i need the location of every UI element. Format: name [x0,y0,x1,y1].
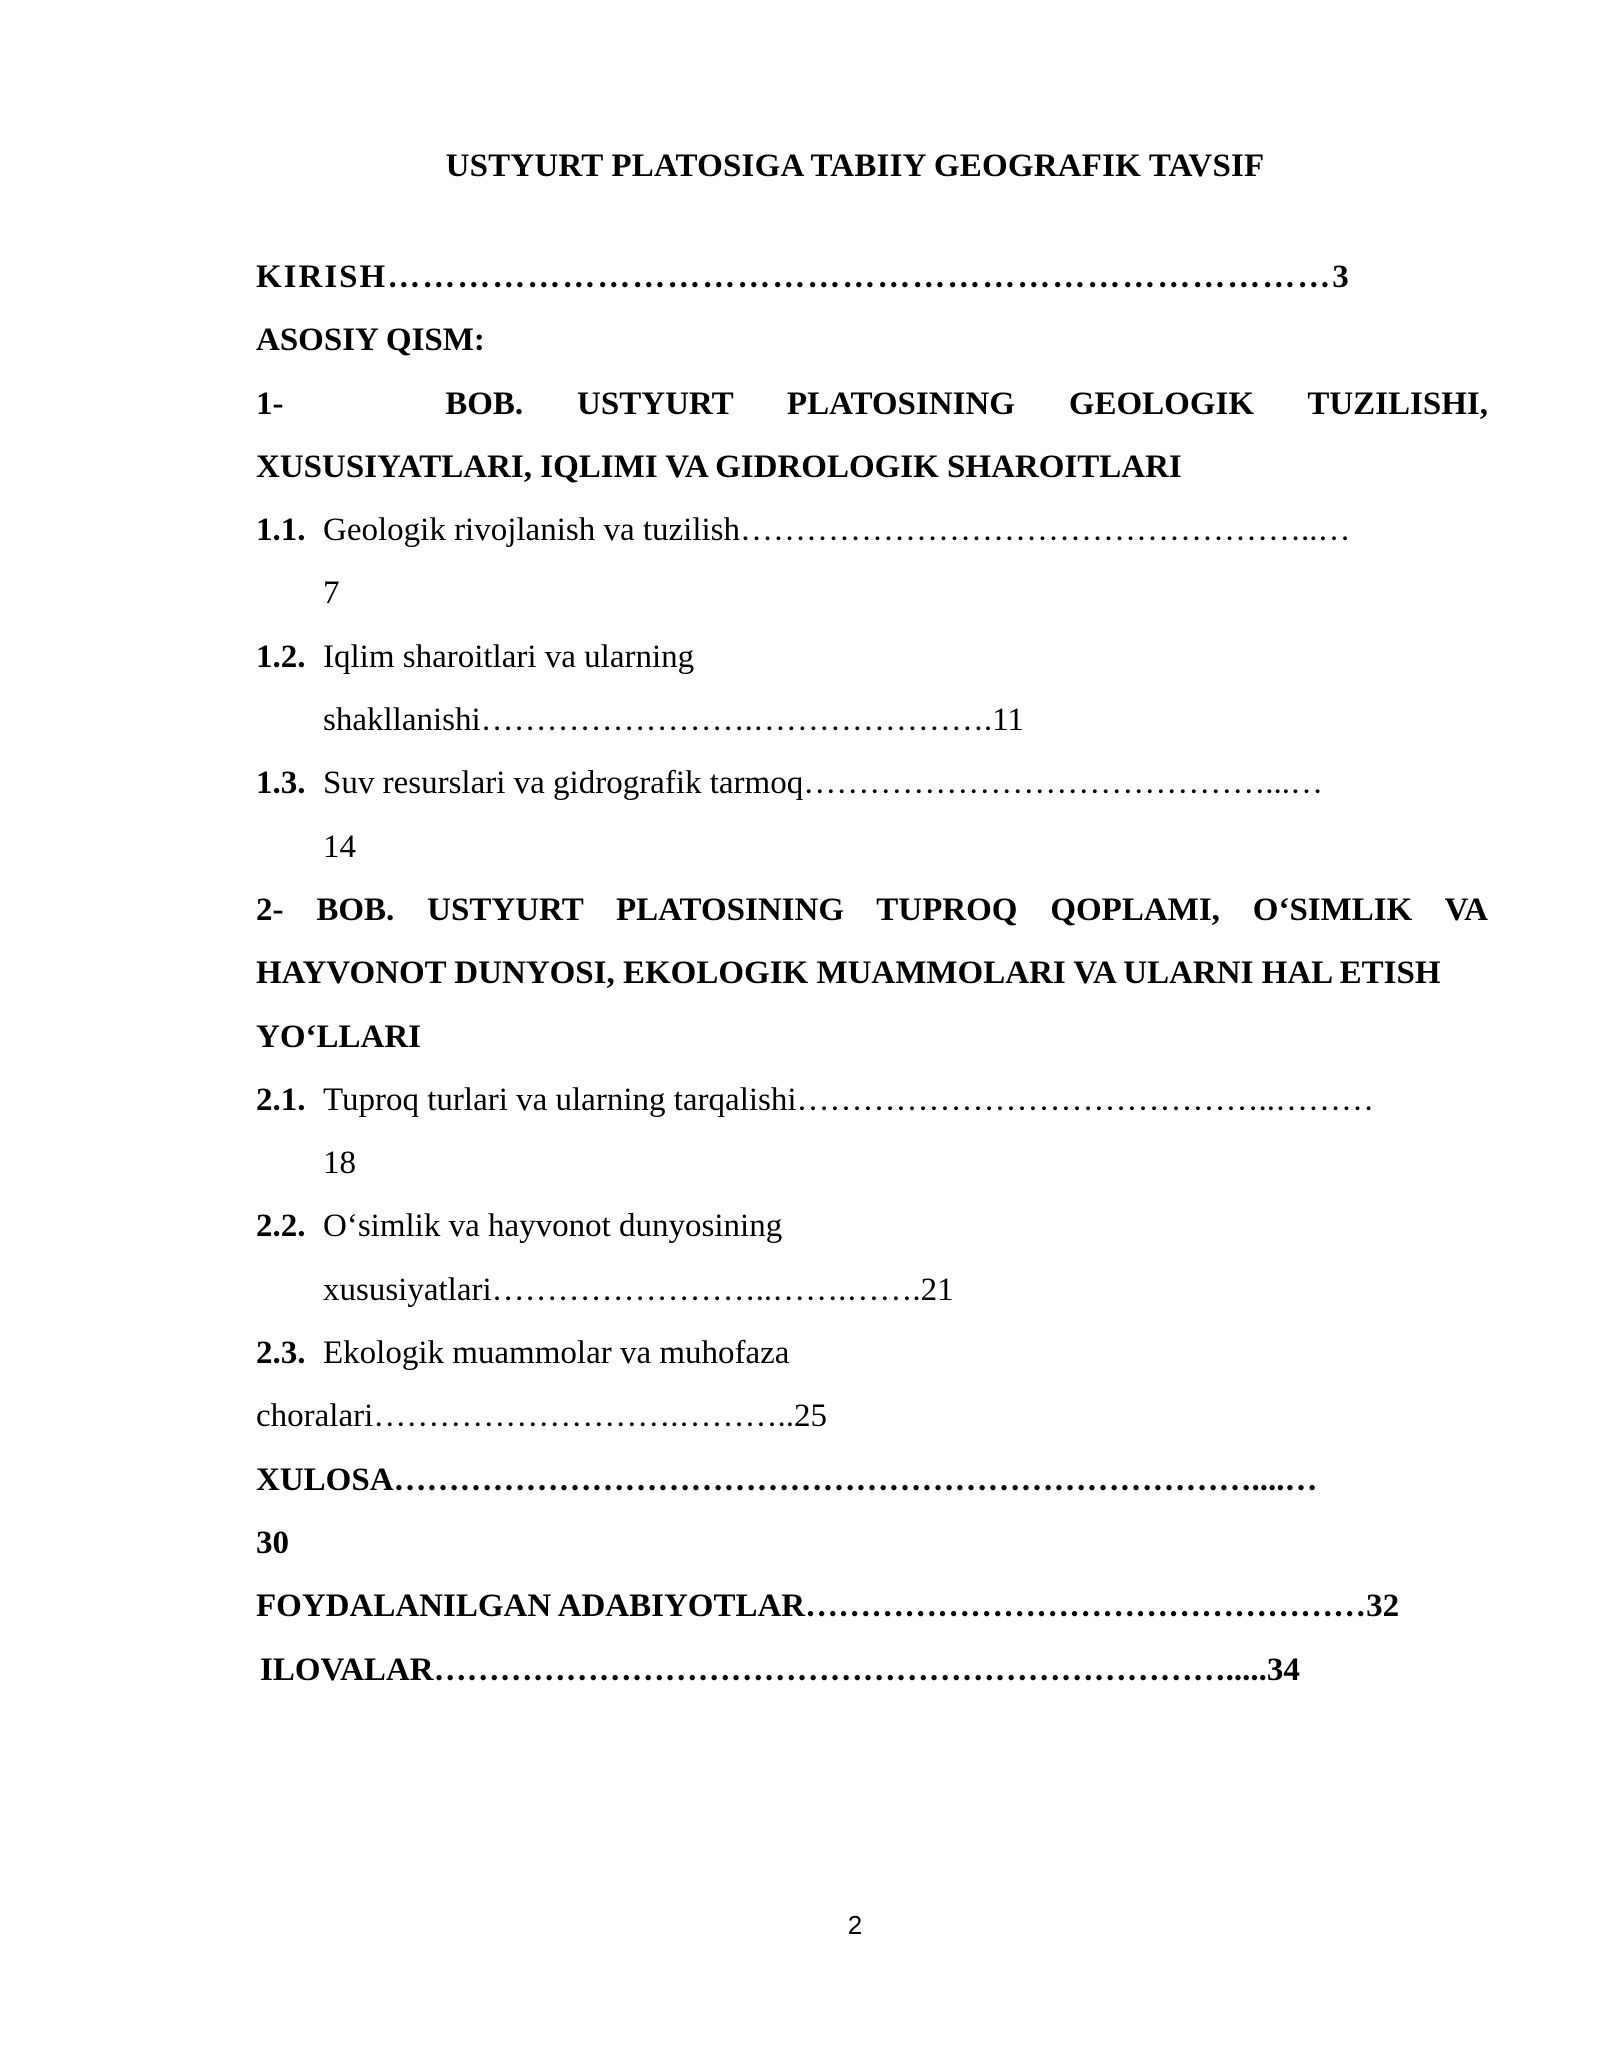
toc-entry-1-2-continuation: shakllanishi…………………….………………….11 [323,702,1024,739]
toc-entry-2-2-continuation: xususiyatlari……………………..…….…….21 [323,1271,954,1308]
table-of-contents [256,246,1488,1702]
toc-entry-1-1-page: 7 [323,575,340,612]
toc-entry-1-3 [256,752,1488,815]
toc-entry-2-1-page: 18 [323,1145,356,1182]
toc-entry-2-3 [256,1322,1488,1385]
toc-entry-adabiyotlar: FOYDALANILGAN ADABIYOTLAR……………………………………………32 [256,1588,1400,1625]
toc-section-number: 1.3. [256,765,306,802]
toc-entry-xulosa: XULOSA……………………………………………………………………....… [256,1461,1318,1498]
toc-section-number: 1.1. [256,512,306,549]
toc-chapter-1-line-1: 1- BOB. USTYURT PLATOSINING GEOLOGIK TUZILISHI, [256,385,1488,422]
toc-section-title: Ekologik muammolar va muhofaza [323,1335,790,1372]
toc-entry-2-2 [256,1195,1488,1258]
toc-entry-2-1 [256,1069,1488,1132]
toc-entry-kirish: KIRISH………………………………………………………………………3 [256,259,1351,295]
toc-section-number: 2.2. [256,1208,306,1245]
toc-section-title: Suv resurslari va gidrografik tarmoq……………………………………...… [323,765,1323,802]
toc-section-number: 2.3. [256,1335,306,1372]
toc-section-number: 1.2. [256,638,306,675]
toc-section-number: 2.1. [256,1081,306,1118]
toc-entry-1-3-page: 14 [323,828,356,865]
toc-entry-2-3-continuation: choralari……………………….………..25 [256,1398,828,1435]
toc-section-title: Geologik rivojlanish va tuzilish……………………………………………..… [323,512,1351,549]
toc-chapter-1-line-2: XUSUSIYATLARI, IQLIMI VA GIDROLOGIK SHAROITLARI [256,448,1182,485]
toc-section-title: Tuproq turlari va ularning tarqalishi……………………………………..……… [323,1081,1375,1118]
document-title: USTYURT PLATOSIGA TABIIY GEOGRAFIK TAVSIF [445,148,1265,184]
toc-section-title: Iqlim sharoitlari va ularning [323,638,695,675]
toc-entry-ilovalar: ILOVALAR……………………………………………………………….....34 [260,1651,1300,1688]
toc-entry-1-1 [256,499,1488,562]
toc-chapter-2-line-1: 2- BOB. USTYURT PLATOSINING TUPROQ QOPLAMI, O‘SIMLIK VA [256,891,1488,928]
toc-entry-1-2 [256,626,1488,689]
page-number: 2 [847,1910,863,1940]
toc-section-title: O‘simlik va hayvonot dunyosining [323,1208,783,1245]
toc-chapter-2-line-3: YO‘LLARI [256,1018,422,1055]
toc-chapter-2-line-2: HAYVONOT DUNYOSI, EKOLOGIK MUAMMOLARI VA ULARNI HAL ETISH [256,955,1441,992]
toc-entry-xulosa-page: 30 [256,1524,289,1561]
toc-heading-asosiy-qism: ASOSIY QISM: [256,322,485,359]
